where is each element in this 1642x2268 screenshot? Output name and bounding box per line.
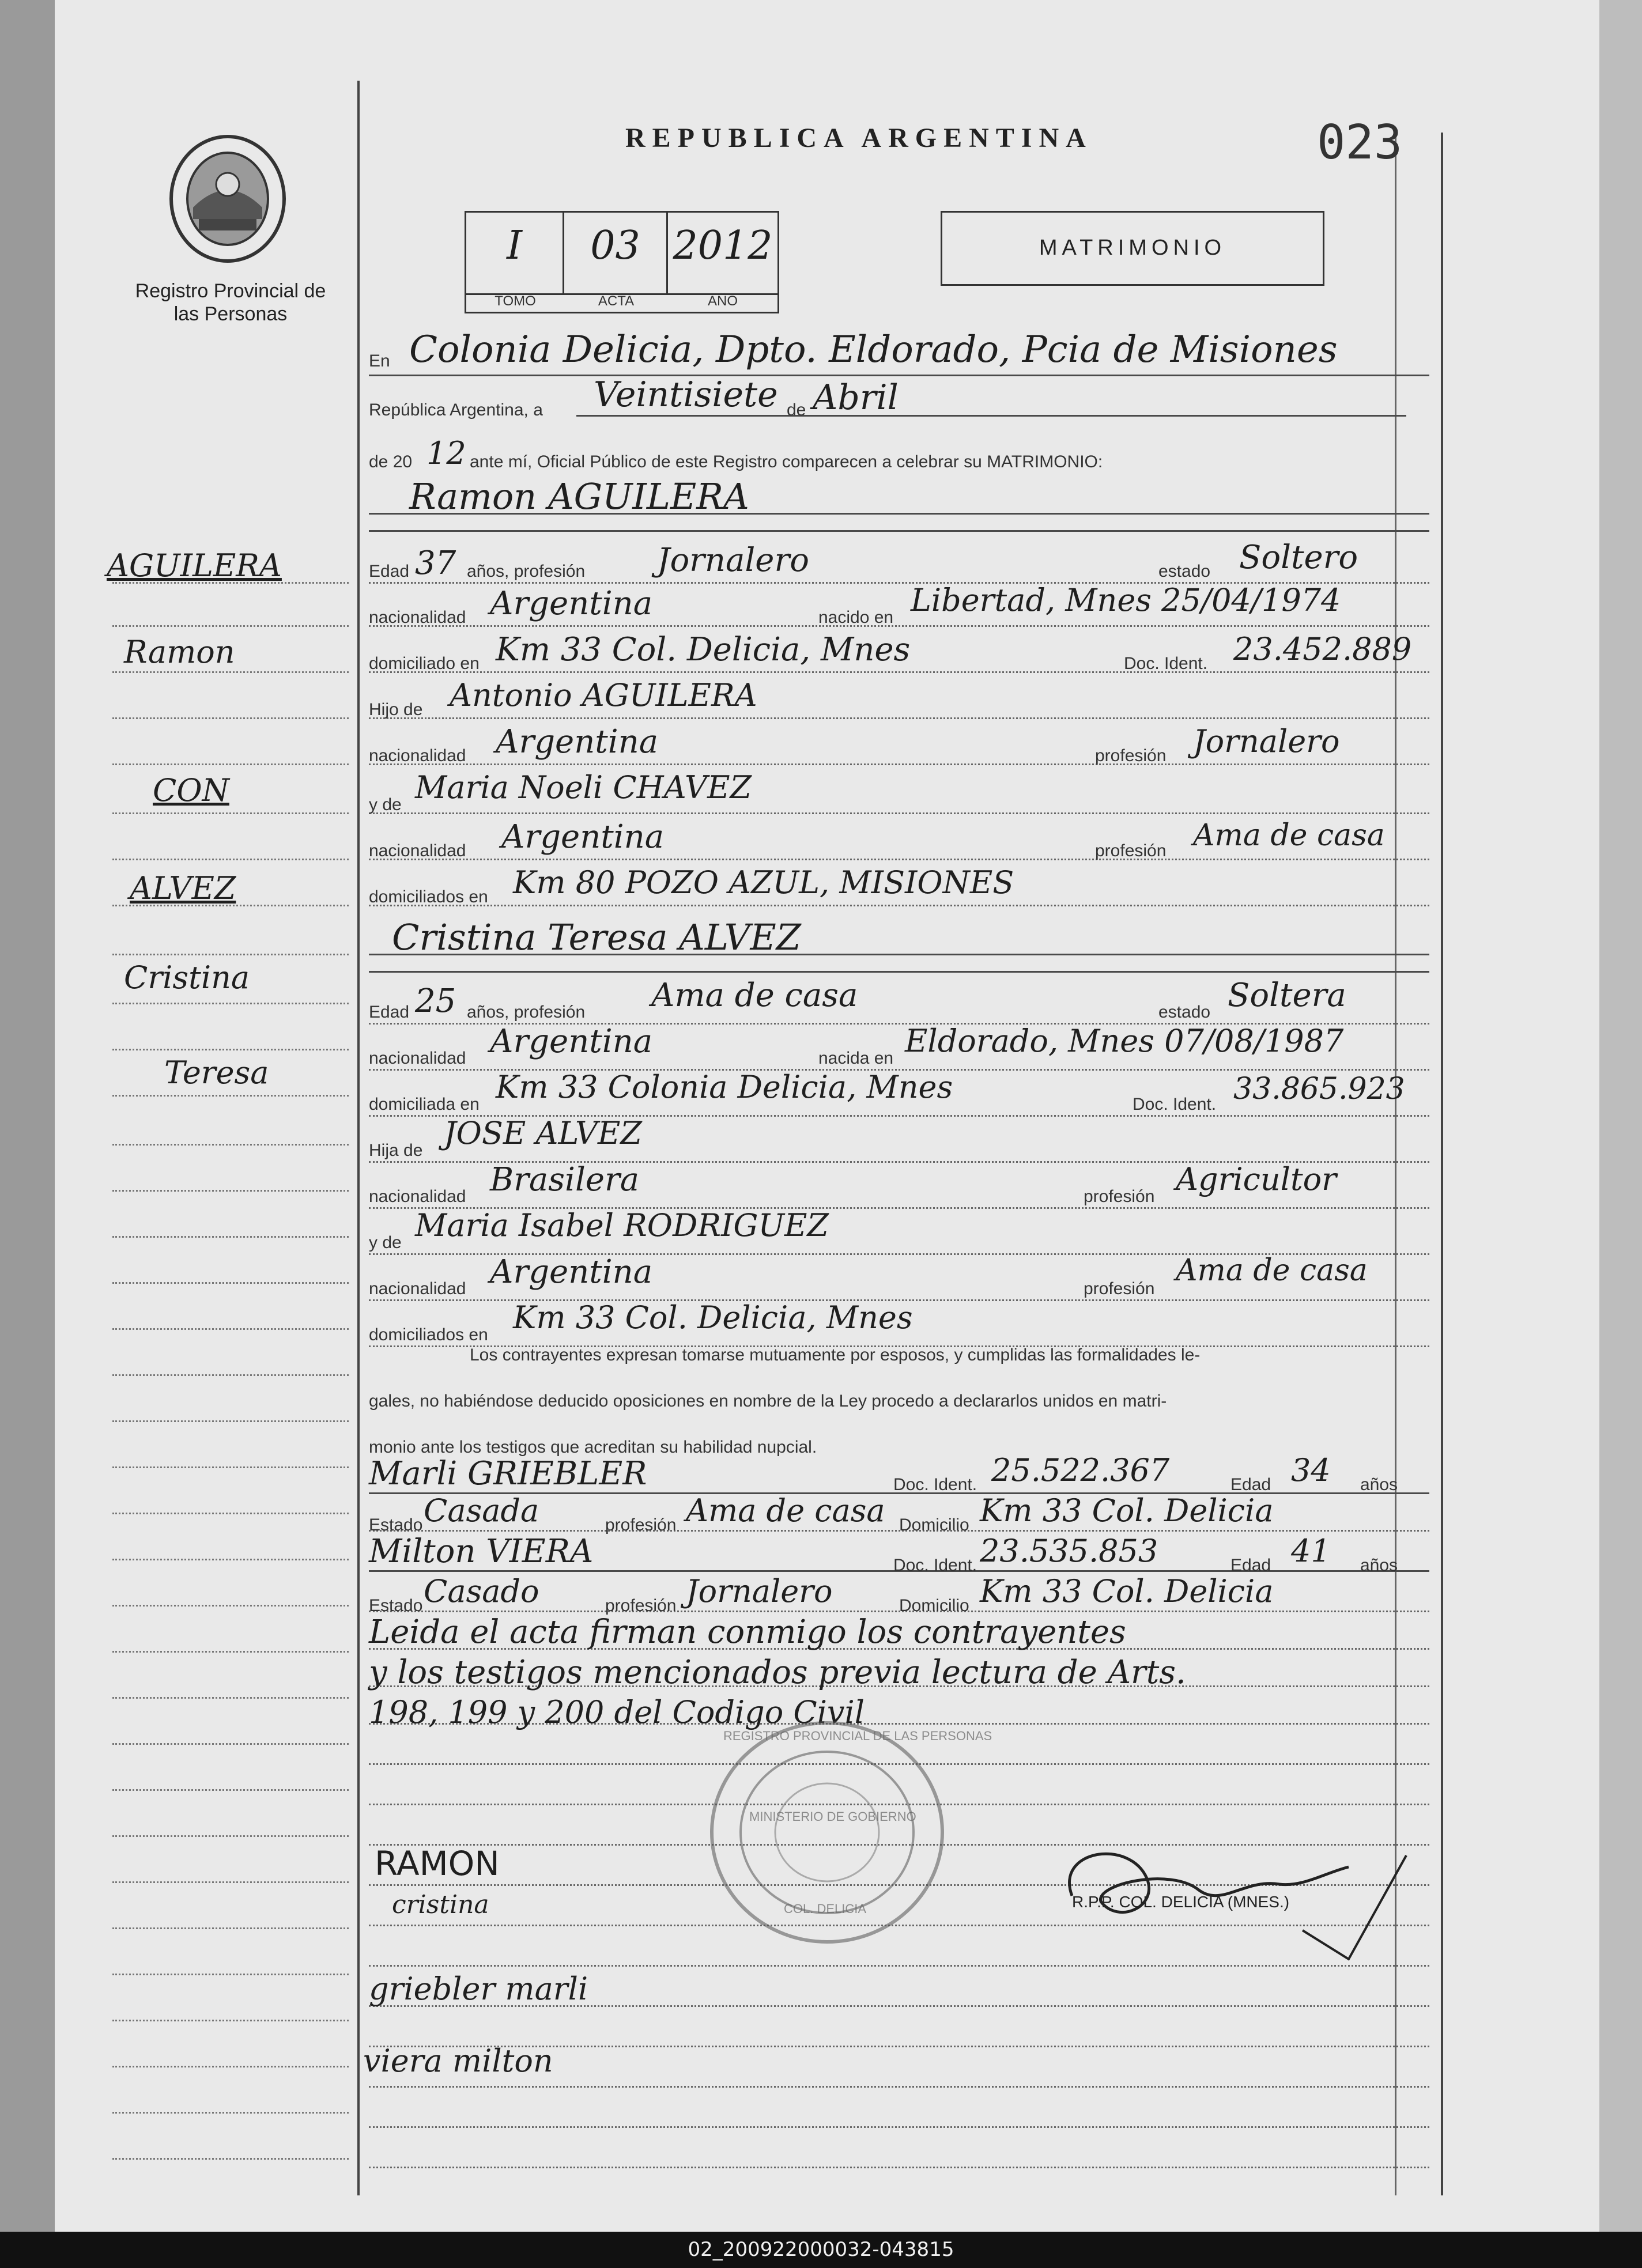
right-border xyxy=(1441,133,1443,2195)
groom-father-nationality: Argentina xyxy=(496,723,659,761)
witness1-marital-status: Casada xyxy=(424,1492,539,1529)
bride-doc-id: 33.865.923 xyxy=(1233,1072,1405,1106)
officer-signature-icon xyxy=(1049,1815,1418,1965)
ante-text: ante mí, Oficial Público de este Registro comparecen a celebrar su MATRIMONIO: xyxy=(470,452,1103,471)
bride-birthplace: Eldorado, Mnes 07/08/1987 xyxy=(905,1023,1344,1059)
signature-bride: cristina xyxy=(392,1890,489,1919)
bride-mother-nac-label: nacionalidad xyxy=(369,1279,466,1298)
registry-box xyxy=(465,211,779,313)
bride-nacida-label: nacida en xyxy=(818,1049,894,1068)
groom-parents-address: Km 80 POZO AZUL, MISIONES xyxy=(513,864,1014,901)
bride-mother-profession: Ama de casa xyxy=(1176,1253,1368,1288)
de20-label: de 20 xyxy=(369,452,413,471)
groom-full-name: Ramon AGUILERA xyxy=(409,475,749,517)
ano-label: AÑO xyxy=(707,293,738,309)
margin-note-surname-groom: AGUILERA xyxy=(107,547,282,584)
binding-left xyxy=(0,0,55,2232)
groom-estado-label: estado xyxy=(1158,562,1211,581)
witness2-doc-label: Doc. Ident. xyxy=(893,1556,977,1575)
bride-marital-status: Soltera xyxy=(1228,977,1346,1014)
witness2-domicilio-label: Domicilio xyxy=(899,1596,969,1615)
groom-marital-status: Soltero xyxy=(1239,539,1358,576)
witness1-domicilio-label: Domicilio xyxy=(899,1515,969,1534)
tomo-value: I xyxy=(507,223,522,269)
groom-domiciliado-label: domiciliado en xyxy=(369,654,480,673)
groom-doc-id: 23.452.889 xyxy=(1233,631,1412,667)
declaration-line-1: Los contrayentes expresan tomarse mutuamente por esposos, y cumplidas las formalidades le- xyxy=(470,1345,1201,1364)
acta-value: 03 xyxy=(590,223,640,269)
bride-nationality: Argentina xyxy=(490,1023,653,1060)
margin-note-name-bride: Cristina xyxy=(124,959,250,996)
groom-profession: Jornalero xyxy=(657,542,809,579)
groom-birthplace: Libertad, Mnes 25/04/1974 xyxy=(911,582,1341,618)
bride-edad-label: Edad xyxy=(369,1003,410,1022)
witness1-profession: Ama de casa xyxy=(686,1492,885,1529)
bride-anos-profesion-label: años, profesión xyxy=(467,1003,586,1022)
margin-divider xyxy=(357,81,360,2195)
bride-father-profession: Agricultor xyxy=(1176,1161,1337,1197)
page-number: 023 xyxy=(1317,115,1403,170)
groom-parents-dom-label: domiciliados en xyxy=(369,887,488,906)
bride-parents-dom-label: domiciliados en xyxy=(369,1325,488,1344)
margin-note-name-groom: Ramon xyxy=(124,634,235,670)
bride-father: JOSE ALVEZ xyxy=(444,1115,642,1151)
act-type-box xyxy=(941,211,1324,286)
office-name: Registro Provincial de las Personas xyxy=(135,280,326,325)
witness2-address: Km 33 Col. Delicia xyxy=(980,1573,1274,1609)
signature-witness1: griebler marli xyxy=(369,1971,588,2007)
groom-mother-nac-label: nacionalidad xyxy=(369,841,466,860)
province-seal-icon xyxy=(164,133,291,265)
stamp-bottom-text: COL. DELICIA xyxy=(784,1902,867,1916)
groom-mother-prof-label: profesión xyxy=(1095,841,1167,860)
marriage-day: Veintisiete xyxy=(594,375,778,415)
bride-doc-label: Doc. Ident. xyxy=(1133,1095,1217,1114)
act-type-label: MATRIMONIO xyxy=(1039,236,1226,260)
groom-age: 37 xyxy=(415,545,456,582)
en-label: En xyxy=(369,351,390,371)
bride-parents-address: Km 33 Col. Delicia, Mnes xyxy=(513,1299,913,1336)
groom-nationality: Argentina xyxy=(490,585,653,622)
groom-father-profession: Jornalero xyxy=(1193,723,1340,759)
margin-note-middle-bride: Teresa xyxy=(164,1054,269,1091)
ano-value: 2012 xyxy=(673,223,773,269)
witness2-estado-label: Estado xyxy=(369,1596,423,1615)
witness2-doc-id: 23.535.853 xyxy=(980,1533,1158,1569)
groom-doc-label: Doc. Ident. xyxy=(1124,654,1208,673)
groom-nacido-label: nacido en xyxy=(818,608,894,627)
witness1-anos-label: años xyxy=(1360,1475,1398,1494)
groom-father-prof-label: profesión xyxy=(1095,746,1167,765)
bride-mother-nationality: Argentina xyxy=(490,1253,653,1291)
marriage-place: Colonia Delicia, Dpto. Eldorado, Pcia de Misiones xyxy=(409,328,1338,371)
year-suffix: 12 xyxy=(426,435,466,471)
witness1-doc-id: 25.522.367 xyxy=(991,1452,1170,1488)
bride-father-prof-label: profesión xyxy=(1084,1187,1155,1206)
acta-label: ACTA xyxy=(598,293,635,309)
witness1-doc-label: Doc. Ident. xyxy=(893,1475,977,1494)
bride-domiciliada-label: domiciliada en xyxy=(369,1095,480,1114)
country-title: REPUBLICA ARGENTINA xyxy=(625,123,1093,153)
witness2-edad-label: Edad xyxy=(1230,1556,1271,1575)
bride-profession: Ama de casa xyxy=(651,977,858,1014)
witness2-anos-label: años xyxy=(1360,1556,1398,1575)
witness1-profesion-label: profesión xyxy=(605,1515,677,1534)
groom-yde-label: y de xyxy=(369,795,402,814)
bride-nacionalidad-label: nacionalidad xyxy=(369,1049,466,1068)
scan-filename: 02_200922000032-043815 xyxy=(0,2232,1642,2268)
stamp-inner-text: MINISTERIO DE GOBIERNO xyxy=(749,1809,916,1824)
declaration-line-2: gales, no habiéndose deducido oposiciones en nombre de la Ley procedo a declararlos unidos en matri- xyxy=(369,1392,1167,1411)
bride-father-nac-label: nacionalidad xyxy=(369,1187,466,1206)
groom-address: Km 33 Col. Delicia, Mnes xyxy=(496,631,911,668)
tomo-label: TOMO xyxy=(495,293,536,309)
groom-anos-profesion-label: años, profesión xyxy=(467,562,586,581)
groom-father-nac-label: nacionalidad xyxy=(369,746,466,765)
bride-father-nationality: Brasilera xyxy=(490,1161,640,1199)
witness1-name: Marli GRIEBLER xyxy=(369,1455,647,1492)
bride-age: 25 xyxy=(415,982,456,1020)
de-label: de xyxy=(787,400,806,419)
bride-mother: Maria Isabel RODRIGUEZ xyxy=(415,1207,829,1243)
witness1-address: Km 33 Col. Delicia xyxy=(980,1492,1274,1529)
closing-line-2: y los testigos mencionados previa lectura de Arts. xyxy=(369,1654,1186,1691)
marriage-month: Abril xyxy=(813,377,899,418)
witness1-age: 34 xyxy=(1291,1452,1331,1488)
witness2-name: Milton VIERA xyxy=(369,1533,594,1570)
bride-estado-label: estado xyxy=(1158,1003,1211,1022)
declaration-line-3: monio ante los testigos que acreditan su habilidad nupcial. xyxy=(369,1438,817,1457)
witness2-marital-status: Casado xyxy=(424,1573,539,1609)
groom-father: Antonio AGUILERA xyxy=(450,677,757,713)
ano-cell xyxy=(668,213,777,293)
groom-mother: Maria Noeli CHAVEZ xyxy=(415,769,752,806)
officer-signature-caption: R.P.P. COL. DELICIA (MNES.) xyxy=(1072,1893,1290,1911)
witness2-profession: Jornalero xyxy=(686,1573,833,1609)
witness1-estado-label: Estado xyxy=(369,1515,423,1534)
groom-hijo-label: Hijo de xyxy=(369,700,423,719)
groom-nacionalidad-label: nacionalidad xyxy=(369,608,466,627)
signature-groom: RAMON xyxy=(375,1844,500,1883)
signature-witness2: viera milton xyxy=(363,2043,553,2079)
republica-label: República Argentina, a xyxy=(369,400,543,419)
groom-mother-nationality: Argentina xyxy=(501,818,665,856)
acta-cell xyxy=(564,213,668,293)
margin-note-surname-bride: ALVEZ xyxy=(130,870,236,906)
groom-mother-profession: Ama de casa xyxy=(1193,818,1385,853)
closing-line-3: 198, 199 y 200 del Codigo Civil xyxy=(369,1694,865,1730)
tomo-cell xyxy=(466,213,564,293)
groom-edad-label: Edad xyxy=(369,562,410,581)
bride-full-name: Cristina Teresa ALVEZ xyxy=(392,916,801,958)
closing-line-1: Leida el acta firman conmigo los contrayentes xyxy=(369,1613,1126,1651)
binding-right xyxy=(1599,0,1642,2232)
bride-mother-prof-label: profesión xyxy=(1084,1279,1155,1298)
witness1-edad-label: Edad xyxy=(1230,1475,1271,1494)
margin-note-con: CON xyxy=(153,772,229,808)
bride-address: Km 33 Colonia Delicia, Mnes xyxy=(496,1069,953,1105)
stamp-ring-text: REGISTRO PROVINCIAL DE LAS PERSONAS xyxy=(723,1729,992,1743)
witness2-age: 41 xyxy=(1291,1533,1331,1569)
bride-yde-label: y de xyxy=(369,1233,402,1252)
bride-hija-label: Hija de xyxy=(369,1141,423,1160)
witness2-profesion-label: profesión xyxy=(605,1596,677,1615)
